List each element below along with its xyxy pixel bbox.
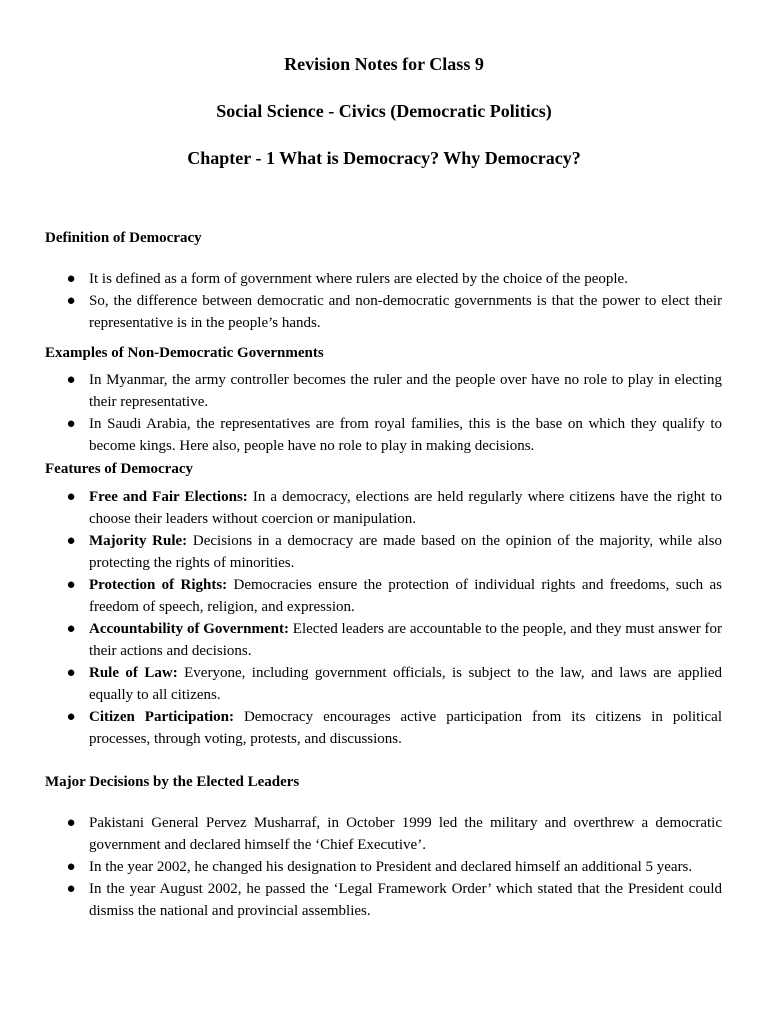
feature-text: Democracy encourages active participation from its citizens in political processes, through voting, protests, and discussions. xyxy=(89,709,722,747)
feature-term: Accountability of Government: xyxy=(89,621,290,637)
bullet-icon: ● xyxy=(66,293,76,309)
decisions-list xyxy=(0,812,768,922)
bullet-icon: ● xyxy=(66,881,76,897)
list-item-text: So, the difference between democratic and non-democratic governments is that the power to elect their representative is in the people’s hands. xyxy=(89,293,722,331)
features-list xyxy=(0,486,768,750)
bullet-icon: ● xyxy=(66,621,76,637)
bullet-icon: ● xyxy=(66,577,76,593)
list-item xyxy=(66,618,722,662)
feature-text: Decisions in a democracy are made based on the opinion of the majority, while also protecting the rights of minorities. xyxy=(89,533,722,571)
list-item-text: In the year August 2002, he passed the ‘Legal Framework Order’ which stated that the President could dismiss the national and provincial assemblies. xyxy=(89,881,722,919)
bullet-icon: ● xyxy=(66,859,76,875)
list-item xyxy=(66,878,722,922)
list-item-text: In Saudi Arabia, the representatives are from royal families, this is the base on which they qualify to become kings. Here also, people have no role to play in making decisions. xyxy=(89,416,722,454)
feature-term: Free and Fair Elections: xyxy=(89,489,248,505)
definition-list xyxy=(0,268,768,334)
list-item xyxy=(66,856,722,878)
section-heading-definition: Definition of Democracy xyxy=(45,230,202,246)
section-heading-non-democratic: Examples of Non-Democratic Governments xyxy=(45,345,324,361)
list-item xyxy=(66,530,722,574)
doc-title: Revision Notes for Class 9 xyxy=(284,54,484,74)
list-item xyxy=(66,486,722,530)
bullet-icon: ● xyxy=(66,815,76,831)
feature-term: Majority Rule: xyxy=(89,533,188,549)
feature-text: Everyone, including government officials, is subject to the law, and laws are applied equally to all citizens. xyxy=(89,665,723,703)
bullet-icon: ● xyxy=(66,489,76,505)
bullet-icon: ● xyxy=(66,372,76,388)
list-item xyxy=(66,574,723,618)
list-item xyxy=(66,812,722,856)
feature-text: Democracies ensure the protection of individual rights and freedoms, such as freedom of speech, religion, and expression. xyxy=(89,577,723,615)
doc-subtitle: Social Science - Civics (Democratic Politics) xyxy=(216,101,552,121)
feature-text: In a democracy, elections are held regularly where citizens have the right to choose their leaders without coercion or manipulation. xyxy=(89,489,722,527)
non-democratic-list xyxy=(0,369,768,457)
list-item xyxy=(66,369,722,413)
bullet-icon: ● xyxy=(66,709,76,725)
list-item-text: It is defined as a form of government where rulers are elected by the choice of the people. xyxy=(89,271,628,287)
bullet-icon: ● xyxy=(66,416,76,432)
section-heading-features: Features of Democracy xyxy=(45,461,193,477)
bullet-icon: ● xyxy=(66,665,76,681)
section-heading-decisions: Major Decisions by the Elected Leaders xyxy=(45,774,300,790)
bullet-icon: ● xyxy=(66,271,76,287)
list-item xyxy=(66,413,722,457)
list-item-text: Pakistani General Pervez Musharraf, in October 1999 led the military and overthrew a democratic government and declared himself the ‘Chief Executive’. xyxy=(89,815,722,853)
list-item-text: In Myanmar, the army controller becomes the ruler and the people over have no role to play in electing their representative. xyxy=(89,372,722,410)
list-item xyxy=(66,706,722,750)
bullet-icon: ● xyxy=(66,533,76,549)
chapter-title: Chapter - 1 What is Democracy? Why Democracy? xyxy=(187,148,581,168)
list-item xyxy=(66,268,722,290)
list-item xyxy=(66,662,723,706)
feature-text: Elected leaders are accountable to the people, and they must answer for their actions and decisions. xyxy=(89,621,722,659)
list-item-text: In the year 2002, he changed his designation to President and declared himself an additional 5 years. xyxy=(89,859,693,875)
feature-term: Rule of Law: xyxy=(89,665,178,681)
feature-term: Citizen Participation: xyxy=(89,709,234,725)
list-item xyxy=(66,290,722,334)
feature-term: Protection of Rights: xyxy=(89,577,228,593)
